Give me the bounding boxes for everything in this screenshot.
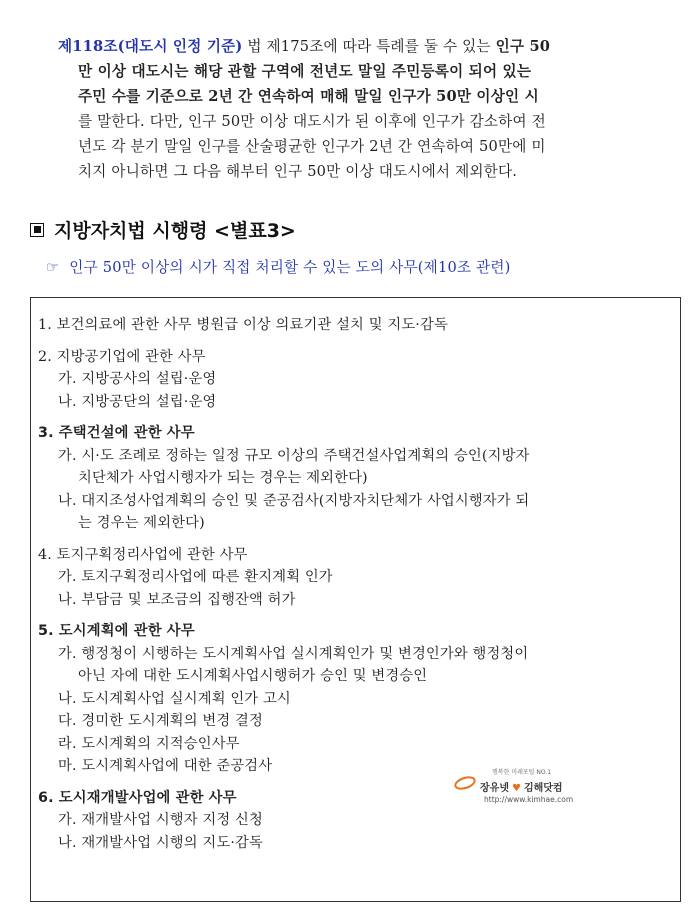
logo-tagline: 행복한 미래포털 NO.1	[492, 769, 552, 776]
article-118-paragraph	[58, 34, 688, 184]
list-item: 나. 재개발사업 시행의 지도·감독	[58, 834, 263, 851]
intro-bold-text: 인구 50	[495, 38, 551, 55]
list-item: 다. 경미한 도시계획의 변경 결정	[58, 713, 263, 729]
list-item: 나. 도시계획사업 실시계획 인가 고시	[58, 690, 291, 707]
intro-line-1	[58, 34, 688, 59]
intro-text: 법 제175조에 따라 특례를 둘 수 있는	[242, 38, 496, 55]
list-item: 가. 지방공사의 설립·운영	[58, 371, 217, 387]
list-group-2	[38, 346, 678, 414]
section-title: 지방자치법 시행령 <별표3>	[54, 220, 296, 242]
logo-name-right: 김해닷컴	[523, 783, 563, 794]
section-subheading	[46, 256, 511, 277]
list-item: 나. 지방공단의 설립·운영	[58, 393, 217, 410]
list-item-continuation: 는 경우는 제외한다)	[78, 515, 205, 531]
list-item-line: 가. 시·도 조례로 정하는 일정 규모 이상의 주택건설사업계획의 승인(지방자	[58, 447, 530, 464]
watermark-logo	[454, 767, 574, 817]
list-item: 라. 도시계획의 지적승인사무	[58, 735, 240, 752]
list-item: 가. 재개발사업 시행자 지정 신청	[58, 812, 263, 828]
group-title: 6. 도시재개발사업에 관한 사무	[38, 789, 237, 806]
list-item-continuation: 치단체가 사업시행자가 되는 경우는 제외한다)	[78, 470, 368, 486]
list-item: 나. 부담금 및 보조금의 집행잔액 허가	[58, 591, 296, 608]
list-item-continuation: 아닌 자에 대한 도시계획사업시행허가 승인 및 변경승인	[78, 668, 428, 684]
logo-url: http://www.kimhae.com	[484, 795, 574, 804]
logo-name	[480, 779, 563, 794]
intro-line-6: 치지 아니하면 그 다음 해부터 인구 50만 이상 대도시에서 제외한다.	[78, 163, 518, 180]
group-title: 2. 지방공기업에 관한 사무	[38, 348, 206, 365]
section-heading	[30, 216, 296, 243]
list-group-6	[38, 787, 678, 855]
logo-name-left: 장유넷	[480, 783, 509, 794]
intro-line-3: 주민 수를 기준으로 2년 간 연속하여 매해 말일 인구가 50만 이상인 시	[78, 88, 539, 105]
list-item	[38, 643, 678, 688]
subheading-text: 인구 50만 이상의 시가 직접 처리할 수 있는 도의 사무(제10조 관련)	[69, 259, 511, 276]
group-title: 1. 보건의료에 관한 사무 병원급 이상 의료기관 설치 및 지도·감독	[38, 317, 448, 333]
list-item: 가. 토지구획정리사업에 따른 환지계획 인가	[58, 569, 333, 585]
affairs-list	[38, 314, 678, 863]
group-title: 3. 주택건설에 관한 사무	[38, 425, 195, 441]
intro-line-4: 를 말한다. 다만, 인구 50만 이상 대도시가 된 이후에 인구가 감소하여 전	[78, 113, 546, 130]
list-item	[38, 445, 678, 490]
heart-icon: ♥	[511, 783, 521, 794]
article-heading: 제118조(대도시 인정 기준)	[58, 38, 243, 55]
list-group-3	[38, 422, 678, 535]
list-item-line: 가. 행정청이 시행하는 도시계획사업 실시계획인가 및 변경인가와 행정청이	[58, 645, 529, 662]
intro-line-2: 만 이상 대도시는 해당 관할 구역에 전년도 말일 주민등록이 되어 있는	[78, 63, 532, 80]
list-item: 마. 도시계획사업에 대한 준공검사	[58, 758, 273, 774]
swoosh-icon	[453, 774, 478, 792]
list-group-4	[38, 544, 678, 612]
list-item	[38, 490, 678, 535]
square-bullet-icon	[30, 223, 44, 237]
group-title: 4. 토지구획정리사업에 관한 사무	[38, 546, 248, 563]
group-title: 5. 도시계획에 관한 사무	[38, 623, 195, 639]
intro-line-5: 년도 각 분기 말일 인구를 산술평균한 인구가 2년 간 연속하여 50만에 미	[78, 138, 546, 155]
list-group-5	[38, 620, 678, 778]
list-item-line: 나. 대지조성사업계획의 승인 및 준공검사(지방자치단체가 사업시행자가 되	[58, 492, 530, 509]
pointing-hand-icon: ☞	[46, 259, 60, 276]
list-group-1	[38, 314, 678, 337]
